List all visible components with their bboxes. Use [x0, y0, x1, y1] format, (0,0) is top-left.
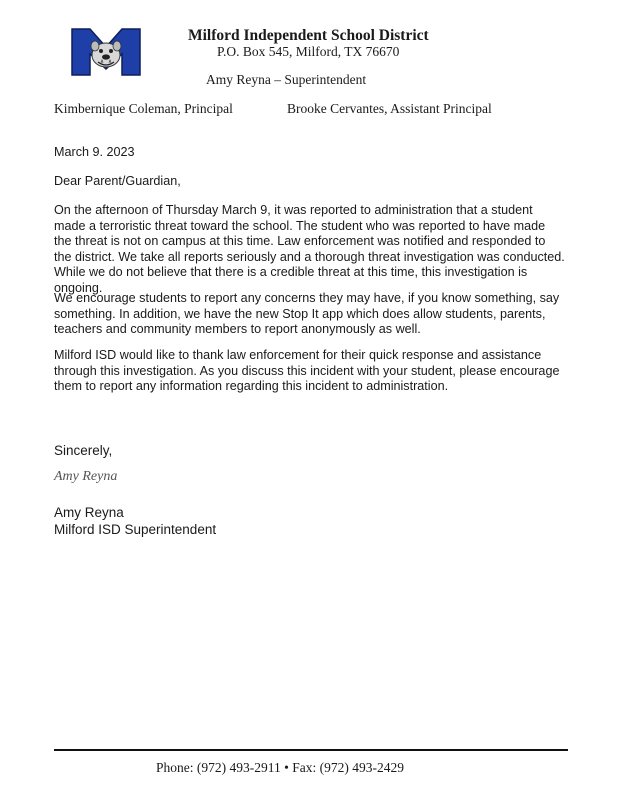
letter-date: March 9. 2023 [54, 145, 135, 159]
signer-title: Milford ISD Superintendent [54, 522, 217, 537]
footer-contact: Phone: (972) 493-2911 • Fax: (972) 493-2429 [156, 760, 404, 775]
principal-name: Kimbernique Coleman, Principal [54, 101, 233, 116]
district-address: P.O. Box 545, Milford, TX 76670 [217, 44, 400, 59]
district-name: Milford Independent School District [188, 27, 429, 44]
closing: Sincerely, [54, 443, 113, 458]
superintendent-line: Amy Reyna – Superintendent [206, 72, 367, 87]
letter-paragraph: Milford ISD would like to thank law enforcement for their quick response and assistance through this investigation. As you discuss this incident with your student, please encourage them to report any information regarding this incident to administration. [54, 348, 560, 394]
signer-name: Amy Reyna [54, 505, 124, 520]
assistant-principal-name: Brooke Cervantes, Assistant Principal [287, 101, 492, 116]
bulldog-m-logo-icon [71, 28, 141, 76]
letter-paragraph: On the afternoon of Thursday March 9, it was reported to administration that a student made a terroristic threat toward the school. The student who was reported to have made the threat is not on campus at this time. Law enforcement was notified and responded to the district. We take all reports seriously and a thorough threat investigation was conducted. While we do not believe that there is a credible threat at this time, this investigation is ongoing. [54, 203, 565, 295]
letter-paragraph: We encourage students to report any concerns they may have, if you know something, say something. In addition, we have the new Stop It app which does allow students, parents, teachers and community members to report anonymously as well. [54, 291, 560, 337]
signature: Amy Reyna [54, 469, 118, 484]
footer-divider [54, 749, 568, 751]
salutation: Dear Parent/Guardian, [54, 174, 181, 188]
